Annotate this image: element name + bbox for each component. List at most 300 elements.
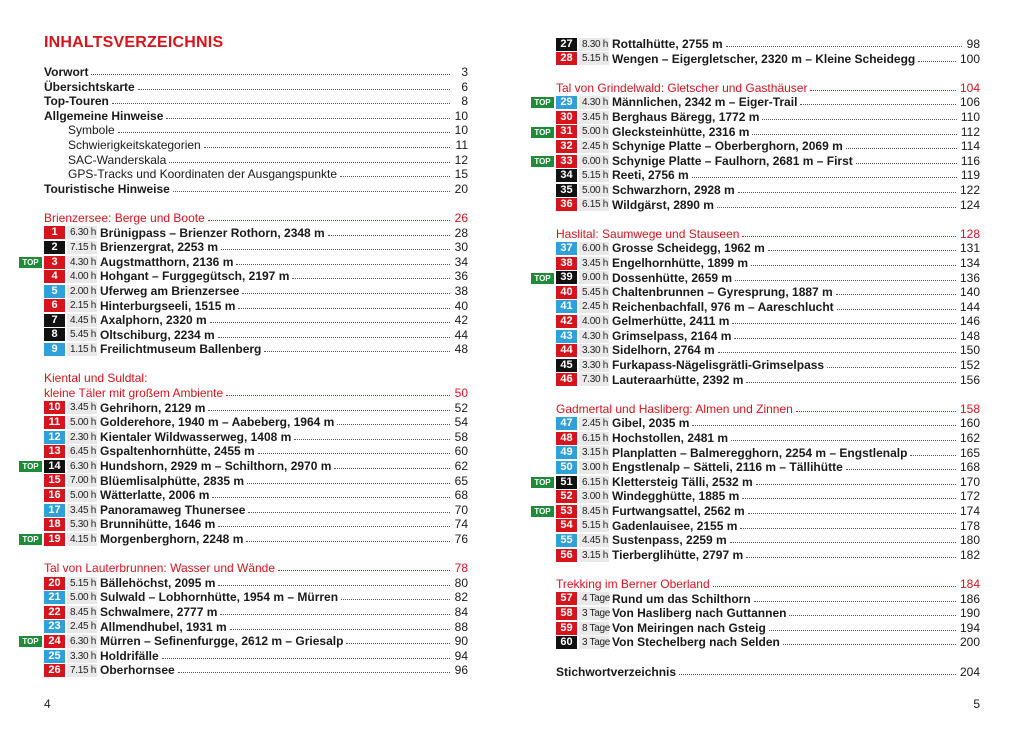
- toc-tour-entry[interactable]: [556, 635, 980, 650]
- dot-leader: [748, 505, 956, 514]
- dot-leader: [754, 593, 956, 602]
- dot-leader: [742, 228, 956, 237]
- toc-entry-label: Oberhornsee: [100, 663, 178, 678]
- tour-duration: 7.30 h: [579, 373, 609, 386]
- dot-leader: [91, 66, 450, 75]
- dot-leader: [718, 344, 956, 353]
- toc-entry[interactable]: [44, 386, 468, 401]
- toc-page-number: 128: [959, 226, 980, 241]
- tour-number-badge: 6: [44, 299, 65, 312]
- toc-page-number: 150: [959, 343, 980, 358]
- toc-page-number: 114: [960, 139, 980, 154]
- dot-leader: [162, 650, 450, 659]
- toc-tour-entry[interactable]: [44, 342, 468, 357]
- toc-tour-entry[interactable]: [556, 592, 980, 607]
- top-tour-badge: TOP: [19, 636, 42, 647]
- dot-leader: [837, 301, 956, 310]
- toc-spacer: [556, 562, 980, 577]
- tour-number-badge: 51: [556, 476, 577, 489]
- toc-page-number: 122: [959, 182, 980, 197]
- toc-page-number: 52: [452, 401, 468, 416]
- tour-duration: 2.15 h: [67, 299, 97, 312]
- toc-page-number: 68: [452, 488, 468, 503]
- tour-duration: 9.00 h: [579, 271, 609, 284]
- toc-page-number: 131: [959, 241, 980, 256]
- toc-entry-label: Von Meiringen nach Gsteig: [612, 621, 769, 636]
- dot-leader: [328, 227, 450, 236]
- toc-entry-label: Furkapass-Nägelisgrätli-Grimselpass: [612, 358, 827, 373]
- toc-page-number: 172: [959, 489, 980, 504]
- toc-tour-entry[interactable]: [534, 504, 980, 519]
- dot-leader: [730, 534, 956, 543]
- toc-entry[interactable]: [44, 65, 468, 80]
- dot-leader: [746, 374, 956, 383]
- tour-number-badge: 35: [556, 184, 577, 197]
- toc-tour-entry[interactable]: [556, 110, 980, 125]
- toc-entry-label: Klettersteig Tälli, 2532 m: [612, 475, 756, 490]
- tour-duration: 5.15 h: [579, 169, 609, 182]
- toc-page-number: 10: [452, 109, 468, 124]
- toc-page-number: 140: [959, 285, 980, 300]
- dot-leader: [294, 431, 450, 440]
- toc-page-number: 30: [452, 240, 468, 255]
- toc-tour-entry[interactable]: [556, 37, 980, 52]
- dot-leader: [918, 53, 956, 62]
- tour-number-badge: 47: [556, 417, 577, 430]
- toc-entry-label: Gspaltenhornhütte, 2455 m: [100, 444, 258, 459]
- toc-entry-label: Allgemeine Hinweise: [44, 109, 166, 124]
- dot-leader: [768, 242, 956, 251]
- toc-tour-entry[interactable]: [556, 343, 980, 358]
- toc-tour-entry[interactable]: [556, 373, 980, 388]
- toc-tour-entry[interactable]: [556, 533, 980, 548]
- toc-entry-label: Berghaus Bäregg, 1772 m: [612, 110, 762, 125]
- toc-tour-entry[interactable]: [22, 532, 468, 547]
- dot-leader: [751, 257, 956, 266]
- dot-leader: [836, 286, 956, 295]
- tour-number-badge: 24: [44, 635, 65, 648]
- toc-page-number: 186: [959, 591, 980, 606]
- toc-page-number: 20: [452, 182, 468, 197]
- dot-leader: [292, 270, 450, 279]
- tour-duration: 2.45 h: [67, 620, 97, 633]
- toc-entry-label: Übersichtskarte: [44, 80, 138, 95]
- dot-leader: [337, 416, 450, 425]
- toc-page-number: 90: [452, 634, 468, 649]
- toc-entry[interactable]: [556, 227, 980, 242]
- toc-page-number: 70: [452, 503, 468, 518]
- toc-tour-entry[interactable]: [556, 358, 980, 373]
- tour-number-badge: 16: [44, 489, 65, 502]
- toc-entry-label: Schwierigkeitskategorien: [68, 138, 204, 153]
- dot-leader: [762, 111, 956, 120]
- tour-duration: 3.45 h: [579, 257, 609, 270]
- toc-tour-entry[interactable]: [556, 256, 980, 271]
- toc-entry[interactable]: [44, 211, 468, 226]
- toc-tour-entry[interactable]: [44, 444, 468, 459]
- tour-duration: 3.30 h: [579, 359, 609, 372]
- toc-page-number: 204: [959, 664, 980, 679]
- toc-entry-label: Planplatten – Balmeregghorn, 2254 m – Engstlenalp: [612, 446, 910, 461]
- toc-tour-entry[interactable]: [534, 124, 980, 140]
- toc-page-number: 178: [959, 518, 980, 533]
- toc-entry-label: Brünigpass – Brienzer Rothorn, 2348 m: [100, 226, 328, 241]
- page-number-left: 4: [44, 697, 51, 711]
- tour-duration: 6.30 h: [67, 226, 97, 239]
- toc-tour-entry[interactable]: [44, 328, 468, 343]
- toc-spacer: [44, 357, 468, 372]
- dot-leader: [242, 285, 450, 294]
- tour-duration: 3.45 h: [67, 504, 97, 517]
- toc-tour-entry[interactable]: [556, 139, 980, 154]
- toc-entry-label: Augstmatthorn, 2136 m: [100, 255, 236, 270]
- toc-entry-label: Mürren – Sefinenfurgge, 2612 m – Griesalp: [100, 634, 346, 649]
- tour-number-badge: 11: [44, 416, 65, 429]
- toc-tour-entry[interactable]: [556, 416, 980, 431]
- tour-number-badge: 30: [556, 111, 577, 124]
- dot-leader: [238, 300, 450, 309]
- toc-page-number: 6: [452, 80, 468, 95]
- dot-leader: [169, 154, 450, 163]
- toc-tour-entry[interactable]: [556, 241, 980, 256]
- toc-entry-label: Grimselpass, 2164 m: [612, 329, 734, 344]
- tour-duration: 2.45 h: [579, 300, 609, 313]
- tour-number-badge: 43: [556, 330, 577, 343]
- toc-entry-label: Top-Touren: [44, 94, 112, 109]
- tour-duration: 3.15 h: [579, 549, 609, 562]
- toc-tour-entry[interactable]: [44, 576, 468, 591]
- toc-entry-label: Allmendhubel, 1931 m: [100, 620, 230, 635]
- toc-tour-entry[interactable]: [556, 329, 980, 344]
- toc-entry[interactable]: [44, 138, 468, 153]
- toc-page-number: 10: [452, 123, 468, 138]
- toc-page-number: 62: [452, 459, 468, 474]
- toc-entry-label: Schynige Platte – Oberberghorn, 2069 m: [612, 139, 846, 154]
- toc-page-number: 88: [452, 620, 468, 635]
- tour-number-badge: 50: [556, 461, 577, 474]
- toc-entry[interactable]: [44, 153, 468, 168]
- dot-leader: [221, 241, 450, 250]
- toc-entry-label: Windegghütte, 1885 m: [612, 489, 742, 504]
- toc-entry-label: Hinterburgseeli, 1515 m: [100, 299, 238, 314]
- tour-duration: 5.15 h: [579, 519, 609, 532]
- tour-duration: 6.30 h: [67, 635, 97, 648]
- toc-page-number: 36: [452, 269, 468, 284]
- toc-entry-label: Wengen – Eigergletscher, 2320 m – Kleine Scheidegg: [612, 52, 918, 67]
- toc-tour-entry[interactable]: [556, 548, 980, 563]
- dot-leader: [796, 403, 956, 412]
- toc-entry-label: Trekking im Berner Oberland: [556, 577, 713, 592]
- toc-entry-label: Gehrihorn, 2129 m: [100, 401, 208, 416]
- dot-leader: [726, 38, 962, 47]
- toc-tour-entry[interactable]: [556, 460, 980, 475]
- tour-number-badge: 27: [556, 38, 577, 51]
- toc-entry-label: Bällehöchst, 2095 m: [100, 576, 218, 591]
- toc-entry-label: Holdrifälle: [100, 649, 162, 664]
- toc-entry[interactable]: [44, 371, 468, 386]
- tour-duration: 5.15 h: [579, 52, 609, 65]
- tour-number-badge: 54: [556, 519, 577, 532]
- toc-tour-entry[interactable]: [44, 240, 468, 255]
- toc-tour-entry[interactable]: [556, 300, 980, 315]
- toc-spacer: [44, 547, 468, 562]
- toc-entry-label: SAC-Wanderskala: [68, 153, 169, 168]
- tour-duration: 8.45 h: [67, 606, 97, 619]
- tour-duration: 4.45 h: [579, 534, 609, 547]
- toc-tour-entry[interactable]: [556, 52, 980, 67]
- toc-entry-label: Oltschiburg, 2234 m: [100, 328, 218, 343]
- tour-duration: 5.00 h: [579, 125, 609, 138]
- dot-leader: [236, 256, 450, 265]
- toc-tour-entry[interactable]: [556, 314, 980, 329]
- tour-number-badge: 36: [556, 198, 577, 211]
- toc-entry-label: Vorwort: [44, 65, 91, 80]
- dot-leader: [783, 636, 956, 645]
- dot-leader: [246, 533, 450, 542]
- tour-duration: 7.15 h: [67, 241, 97, 254]
- toc-entry[interactable]: [44, 80, 468, 95]
- tour-duration: 8.30 h: [579, 38, 609, 51]
- toc-tour-entry[interactable]: [44, 284, 468, 299]
- toc-tour-entry[interactable]: [44, 474, 468, 489]
- toc-entry[interactable]: [44, 561, 468, 576]
- tour-number-badge: 38: [556, 257, 577, 270]
- toc-page-number: 11: [452, 138, 468, 153]
- dot-leader: [717, 199, 956, 208]
- tour-duration: 5.15 h: [67, 577, 97, 590]
- toc-tour-entry[interactable]: [556, 606, 980, 621]
- tour-number-badge: 28: [556, 52, 577, 65]
- tour-duration: 8 Tage: [579, 622, 609, 635]
- toc-tour-entry[interactable]: [556, 198, 980, 213]
- toc-entry-label: Hochstollen, 2481 m: [612, 431, 731, 446]
- tour-duration: 6.15 h: [579, 476, 609, 489]
- tour-duration: 3.15 h: [579, 446, 609, 459]
- tour-duration: 6.15 h: [579, 198, 609, 211]
- toc-page-number: 156: [959, 372, 980, 387]
- tour-duration: 5.00 h: [67, 591, 97, 604]
- dot-leader: [118, 124, 450, 133]
- dot-leader: [346, 635, 450, 644]
- top-tour-badge: TOP: [19, 461, 42, 472]
- toc-tour-entry[interactable]: [44, 517, 468, 532]
- toc-spacer: [44, 196, 468, 211]
- dot-leader: [341, 591, 450, 600]
- page-number-right: 5: [973, 697, 980, 711]
- toc-entry-label: GPS-Tracks und Koordinaten der Ausgangspunkte: [68, 167, 340, 182]
- toc-tour-entry[interactable]: [534, 270, 980, 286]
- toc-entry[interactable]: [556, 402, 980, 417]
- toc-entry[interactable]: [44, 123, 468, 138]
- toc-page-number: 170: [959, 474, 980, 489]
- toc-tour-entry[interactable]: [44, 269, 468, 284]
- dot-leader: [827, 359, 956, 368]
- toc-tour-entry[interactable]: [44, 430, 468, 445]
- toc-page-number: 144: [959, 299, 980, 314]
- dot-leader: [220, 606, 450, 615]
- toc-entry[interactable]: [44, 167, 468, 182]
- dot-leader: [746, 549, 956, 558]
- dot-leader: [789, 607, 956, 616]
- top-tour-badge: TOP: [531, 273, 554, 284]
- dot-leader: [218, 518, 450, 527]
- tour-number-badge: 22: [44, 606, 65, 619]
- dot-leader: [810, 82, 956, 91]
- toc-tour-entry[interactable]: [534, 153, 980, 169]
- toc-tour-entry[interactable]: [44, 415, 468, 430]
- toc-spacer: [556, 387, 980, 402]
- top-tour-badge: TOP: [19, 257, 42, 268]
- dot-leader: [846, 140, 957, 149]
- toc-tour-entry[interactable]: [44, 313, 468, 328]
- toc-entry-label: Hundshorn, 2929 m – Schilthorn, 2970 m: [100, 459, 334, 474]
- toc-tour-entry[interactable]: [22, 634, 468, 649]
- toc-tour-entry[interactable]: [44, 620, 468, 635]
- tour-number-badge: 14: [44, 460, 65, 473]
- toc-entry-label: Wildgärst, 2890 m: [612, 198, 717, 213]
- toc-tour-entry[interactable]: [534, 95, 980, 110]
- toc-tour-entry[interactable]: [534, 474, 980, 490]
- tour-number-badge: 2: [44, 241, 65, 254]
- toc-tour-entry[interactable]: [44, 226, 468, 241]
- tour-duration: 5.45 h: [67, 328, 97, 341]
- toc-page-number: 8: [452, 94, 468, 109]
- toc-entry-label: Gelmerhütte, 2411 m: [612, 314, 732, 329]
- toc-page-number: 160: [959, 416, 980, 431]
- toc-page-number: 100: [959, 51, 980, 66]
- tour-duration: 5.30 h: [67, 518, 97, 531]
- toc-page-number: 110: [960, 109, 980, 124]
- tour-duration: 4.30 h: [579, 330, 609, 343]
- toc-tour-entry[interactable]: [556, 489, 980, 504]
- dot-leader: [732, 315, 956, 324]
- tour-number-badge: 20: [44, 577, 65, 590]
- toc-entry-label: Freilichtmuseum Ballenberg: [100, 342, 264, 357]
- tour-duration: 4.30 h: [579, 96, 609, 109]
- toc-tour-entry[interactable]: [44, 401, 468, 416]
- dot-leader: [692, 417, 956, 426]
- dot-leader: [218, 329, 450, 338]
- tour-number-badge: 15: [44, 474, 65, 487]
- dot-leader: [226, 387, 450, 396]
- toc-entry-label: Kientaler Wildwasserweg, 1408 m: [100, 430, 294, 445]
- toc-page-number: 94: [452, 649, 468, 664]
- toc-page-number: 180: [959, 533, 980, 548]
- toc-tour-entry[interactable]: [44, 605, 468, 620]
- tour-number-badge: 34: [556, 169, 577, 182]
- tour-duration: 2.00 h: [67, 285, 97, 298]
- tour-number-badge: 44: [556, 344, 577, 357]
- tour-duration: 3.30 h: [67, 650, 97, 663]
- toc-tour-entry[interactable]: [556, 519, 980, 534]
- toc-entry-label: Engelhornhütte, 1899 m: [612, 256, 751, 271]
- toc-tour-entry[interactable]: [44, 649, 468, 664]
- toc-tour-entry[interactable]: [44, 663, 468, 678]
- dot-leader: [800, 96, 956, 105]
- toc-page-number: 158: [959, 401, 980, 416]
- toc-page-number: 38: [452, 284, 468, 299]
- toc-entry-label: Symbole: [68, 123, 118, 138]
- toc-page-number: 174: [959, 504, 980, 518]
- tour-number-badge: 7: [44, 314, 65, 327]
- tour-number-badge: 56: [556, 549, 577, 562]
- toc-entry-label: Furtwangsattel, 2562 m: [612, 504, 748, 519]
- toc-page-number: 182: [959, 547, 980, 562]
- dot-leader: [734, 330, 956, 339]
- toc-page-number: 98: [964, 37, 980, 52]
- toc-page-number: 124: [959, 197, 980, 212]
- toc-entry[interactable]: [556, 81, 980, 96]
- toc-entry-label: Brunnihütte, 1646 m: [100, 517, 218, 532]
- toc-entry-label: Rund um das Schilthorn: [612, 592, 754, 607]
- toc-tour-entry[interactable]: [556, 168, 980, 183]
- tour-duration: 1.15 h: [67, 343, 97, 356]
- tour-number-badge: 40: [556, 286, 577, 299]
- tour-duration: 4.00 h: [67, 270, 97, 283]
- tour-number-badge: 52: [556, 490, 577, 503]
- toc-tour-entry[interactable]: [556, 431, 980, 446]
- toc-page-number: 54: [452, 415, 468, 430]
- tour-duration: 8.45 h: [579, 505, 609, 518]
- toc-tour-entry[interactable]: [556, 183, 980, 198]
- toc-tour-entry[interactable]: [44, 503, 468, 518]
- toc-page-number: 12: [452, 153, 468, 168]
- left-page: [22, 0, 468, 730]
- tour-number-badge: 31: [556, 125, 577, 138]
- toc-entry-label: Tal von Lauterbrunnen: Wasser und Wände: [44, 561, 278, 576]
- tour-duration: 5.00 h: [579, 184, 609, 197]
- toc-tour-entry[interactable]: [44, 590, 468, 605]
- tour-number-badge: 53: [556, 505, 577, 518]
- toc-tour-entry[interactable]: [556, 621, 980, 636]
- toc-entry-label: Sidelhorn, 2764 m: [612, 343, 718, 358]
- top-tour-badge: TOP: [531, 127, 554, 138]
- toc-entry[interactable]: [44, 182, 468, 197]
- dot-leader: [264, 343, 450, 352]
- dot-leader: [731, 432, 956, 441]
- toc-page-number: 104: [959, 80, 980, 95]
- tour-number-badge: 29: [556, 96, 577, 109]
- toc-entry[interactable]: [44, 109, 468, 124]
- toc-entry[interactable]: [556, 665, 980, 680]
- toc-page-number: 44: [452, 328, 468, 343]
- dot-leader: [752, 126, 956, 135]
- toc-entry[interactable]: [44, 94, 468, 109]
- dot-leader: [166, 110, 450, 119]
- dot-leader: [138, 81, 450, 90]
- toc-tour-entry[interactable]: [22, 254, 468, 270]
- dot-leader: [756, 476, 956, 485]
- toc-tour-entry[interactable]: [22, 459, 468, 474]
- toc-tour-entry[interactable]: [44, 488, 468, 503]
- tour-duration: 3.00 h: [579, 461, 609, 474]
- toc-entry[interactable]: [556, 577, 980, 592]
- toc-entry-label: Gadmertal und Hasliberg: Almen und Zinnen: [556, 402, 796, 417]
- toc-page-number: 116: [960, 153, 980, 168]
- toc-entry-label: Engstlenalp – Sätteli, 2116 m – Tällihütte: [612, 460, 846, 475]
- toc-entry-label: Von Stechelberg nach Selden: [612, 635, 783, 650]
- dot-leader: [258, 445, 450, 454]
- tour-duration: 2.45 h: [579, 417, 609, 430]
- tour-number-badge: 3: [44, 256, 65, 269]
- toc-entry-label: kleine Täler mit großem Ambiente: [44, 386, 226, 401]
- toc-entry-label: Morgenberghorn, 2248 m: [100, 532, 246, 547]
- toc-page-number: 65: [452, 474, 468, 489]
- toc-tour-entry[interactable]: [556, 285, 980, 300]
- toc-page-number: 190: [959, 606, 980, 621]
- toc-tour-entry[interactable]: [556, 446, 980, 461]
- toc-tour-entry[interactable]: [44, 299, 468, 314]
